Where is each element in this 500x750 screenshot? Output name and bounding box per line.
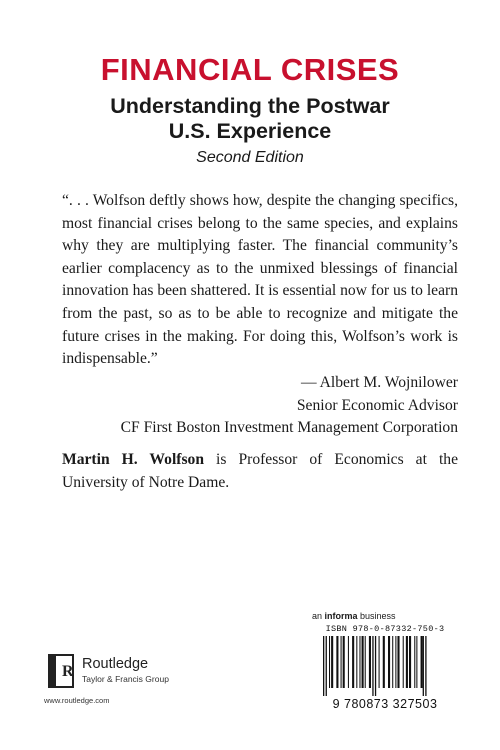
book-subtitle xyxy=(0,94,500,144)
subtitle-line-2: U.S. Experience xyxy=(168,119,332,143)
barcode-guard-bar xyxy=(372,636,373,696)
barcode-bar xyxy=(406,636,408,688)
quote-author-role: Senior Economic Advisor xyxy=(296,396,458,414)
isbn-label: ISBN 978-0-87332-750-3 xyxy=(325,624,445,634)
barcode-bar xyxy=(356,636,357,688)
book-title: FINANCIAL CRISES xyxy=(100,52,400,87)
barcode-bar xyxy=(416,636,417,688)
barcode-bar xyxy=(336,636,338,688)
routledge-logo-icon xyxy=(48,654,74,688)
barcode-bar xyxy=(359,636,360,688)
quote-text: “. . . Wolfson deftly shows how, despite the changing specifics, most financial crises belong to the same species, and explains why they are multiplying faster. The financial community’s earlier complacency as to the unmixed blessings of financial innovation has been shattered. It is essential now for us to learn from the past, so as to be able to recognize and mitigate the future crises in the making. For doing this, Wolfson’s work is indispensable.” xyxy=(62,192,458,368)
barcode-bar xyxy=(395,636,396,688)
barcode-guard-bar xyxy=(326,636,327,696)
barcode-bar xyxy=(329,636,330,688)
quote-author-org: CF First Boston Investment Management Corporation xyxy=(120,419,458,437)
edition-label: Second Edition xyxy=(196,149,304,166)
informa-word: informa xyxy=(324,611,358,621)
barcode-bar xyxy=(414,636,415,688)
endorsement-quote xyxy=(62,190,458,371)
barcode-digits: 9 780873 327503 xyxy=(332,697,438,711)
barcode-bar xyxy=(352,636,354,688)
barcode-bar xyxy=(369,636,371,688)
author-name: Martin H. Wolfson xyxy=(62,451,205,468)
barcode-bar xyxy=(348,636,349,688)
barcode xyxy=(311,624,459,712)
author-bio-text: is Professor of Economics at the University of Notre Dame. xyxy=(62,451,458,491)
barcode-bar xyxy=(331,636,333,688)
informa-prefix: an xyxy=(312,611,325,621)
barcode-bar xyxy=(403,636,404,688)
barcode-bars xyxy=(319,636,451,696)
subtitle-line-1: Understanding the Postwar xyxy=(110,94,390,118)
author-bio xyxy=(62,449,458,494)
informa-suffix: business xyxy=(357,611,396,621)
barcode-guard-bar xyxy=(323,636,324,696)
barcode-guard-bar xyxy=(375,636,376,696)
barcode-bar xyxy=(341,636,342,688)
barcode-bar xyxy=(421,636,423,688)
informa-business-label xyxy=(312,611,396,621)
publisher-group: Taylor & Francis Group xyxy=(82,674,169,684)
publisher-name: Routledge xyxy=(82,656,149,672)
barcode-bar xyxy=(379,636,380,688)
barcode-bar xyxy=(362,636,364,688)
barcode-bar xyxy=(409,636,411,688)
barcode-bar xyxy=(383,636,385,688)
quote-attribution xyxy=(62,372,458,440)
publisher-url: www.routledge.com xyxy=(44,696,110,705)
quote-author: — Albert M. Wojnilower xyxy=(301,374,458,391)
barcode-guard-bar xyxy=(423,636,424,696)
barcode-bar xyxy=(397,636,399,688)
logo-letter: R xyxy=(62,663,74,680)
barcode-bar xyxy=(392,636,393,688)
barcode-bar xyxy=(365,636,366,688)
barcode-bar xyxy=(388,636,390,688)
barcode-guard-bar xyxy=(425,636,426,696)
barcode-bar xyxy=(343,636,345,688)
